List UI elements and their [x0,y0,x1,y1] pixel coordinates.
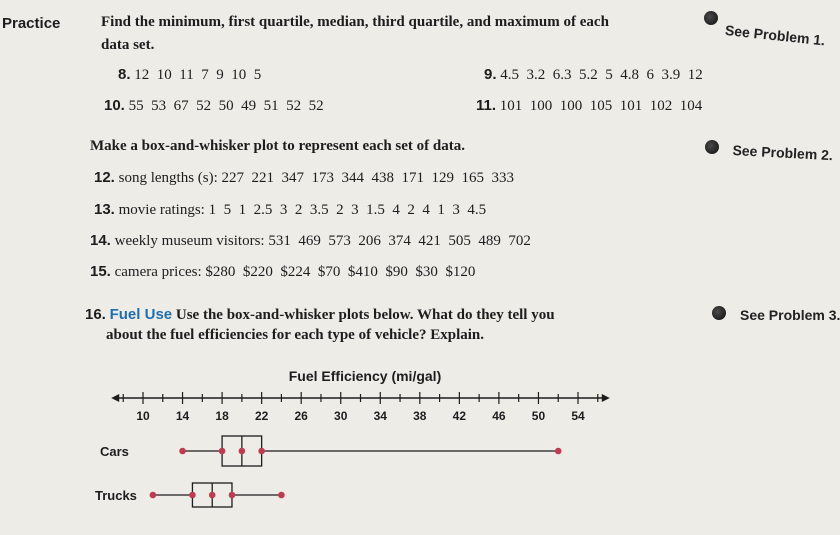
problem-text: song lengths (s): 227 221 347 173 344 438 171 129 165 333 [118,170,515,186]
problem-data: 12 10 11 7 9 10 5 [134,67,262,83]
q3-point [258,448,265,455]
tick-label: 38 [413,409,427,423]
box-plots [95,436,562,507]
problem-text: Use the box-and-whisker plots below. What do they tell you [175,307,555,323]
see-problem-3[interactable]: See Problem 3. [740,307,840,323]
problem-number: 11. [476,97,497,114]
see-problem-1[interactable]: See Problem 1. [724,22,826,49]
chart-title: Fuel Efficiency (mi/gal) [288,368,442,384]
practice-label: Practice [2,15,61,32]
series-label: Cars [100,444,129,459]
problem-11 [476,97,702,115]
median-point [209,492,216,499]
problem-text: camera prices: $280 $220 $224 $70 $410 $90 $30 $120 [114,264,476,280]
tick-label: 50 [531,409,546,423]
tick-label: 46 [492,409,506,423]
problem-9 [484,66,703,84]
see-problem-2[interactable]: See Problem 2. [732,142,834,164]
min-point [179,448,186,455]
problem-text: weekly museum visitors: 531 469 573 206 374 421 505 489 702 [114,233,531,249]
number-line [111,392,610,423]
problem-16-line-1 [85,306,555,324]
box-plot-cars [100,436,562,466]
problem-16-line-2: about the fuel efficiencies for each type of vehicle? Explain. [106,327,485,343]
instruction-line-1: Find the minimum, first quartile, median, third quartile, and maximum of each [101,14,609,30]
problem-data: 101 100 100 105 101 102 104 [499,98,703,114]
tick-label: 26 [294,409,308,423]
problem-text: movie ratings: 1 5 1 2.5 3 2 3.5 2 3 1.5 4 2 4 1 3 4.5 [118,202,487,218]
series-label: Trucks [95,488,137,503]
problem-number: 15. [90,263,111,280]
tick-label: 22 [254,409,269,423]
box-plot-trucks [95,483,285,507]
q1-point [219,448,226,455]
tick-label: 10 [136,409,150,423]
problem-data: 55 53 67 52 50 49 51 52 52 [128,98,324,114]
tick-label: 14 [175,409,190,423]
max-point [555,448,562,455]
q3-point [229,492,236,499]
tick-label: 18 [215,409,229,423]
problem-14 [90,232,531,250]
problem-12 [94,169,514,187]
median-point [239,448,246,455]
instruction-line-2: data set. [101,37,155,53]
problem-15 [90,263,475,281]
section-instruction: Make a box-and-whisker plot to represent each set of data. [90,138,465,154]
tick-label: 34 [373,409,387,423]
problem-number: 16. [85,306,106,323]
tick-label: 42 [452,409,467,423]
problem-number: 9. [484,66,497,83]
problem-number: 10. [104,97,125,114]
problem-10 [104,97,324,115]
problem-13 [94,201,486,219]
bullet-dot-icon [704,11,718,25]
max-point [278,492,285,499]
axis-arrow-right [602,394,610,402]
axis-arrow-left [111,394,119,402]
problem-8 [118,66,261,84]
bullet-dot-icon [705,140,719,154]
problem-number: 14. [90,232,111,249]
problem-title: Fuel Use [109,306,173,323]
min-point [150,492,157,499]
q1-point [189,492,196,499]
problem-data: 4.5 3.2 6.3 5.2 5 4.8 6 3.9 12 [500,67,703,83]
bullet-dot-icon [712,306,726,320]
problem-number: 8. [118,66,131,83]
problem-number: 13. [94,201,115,218]
box-iqr [192,483,232,507]
box-iqr [222,436,262,466]
tick-label: 30 [334,409,348,423]
problem-number: 12. [94,169,115,186]
tick-label: 54 [571,409,585,423]
